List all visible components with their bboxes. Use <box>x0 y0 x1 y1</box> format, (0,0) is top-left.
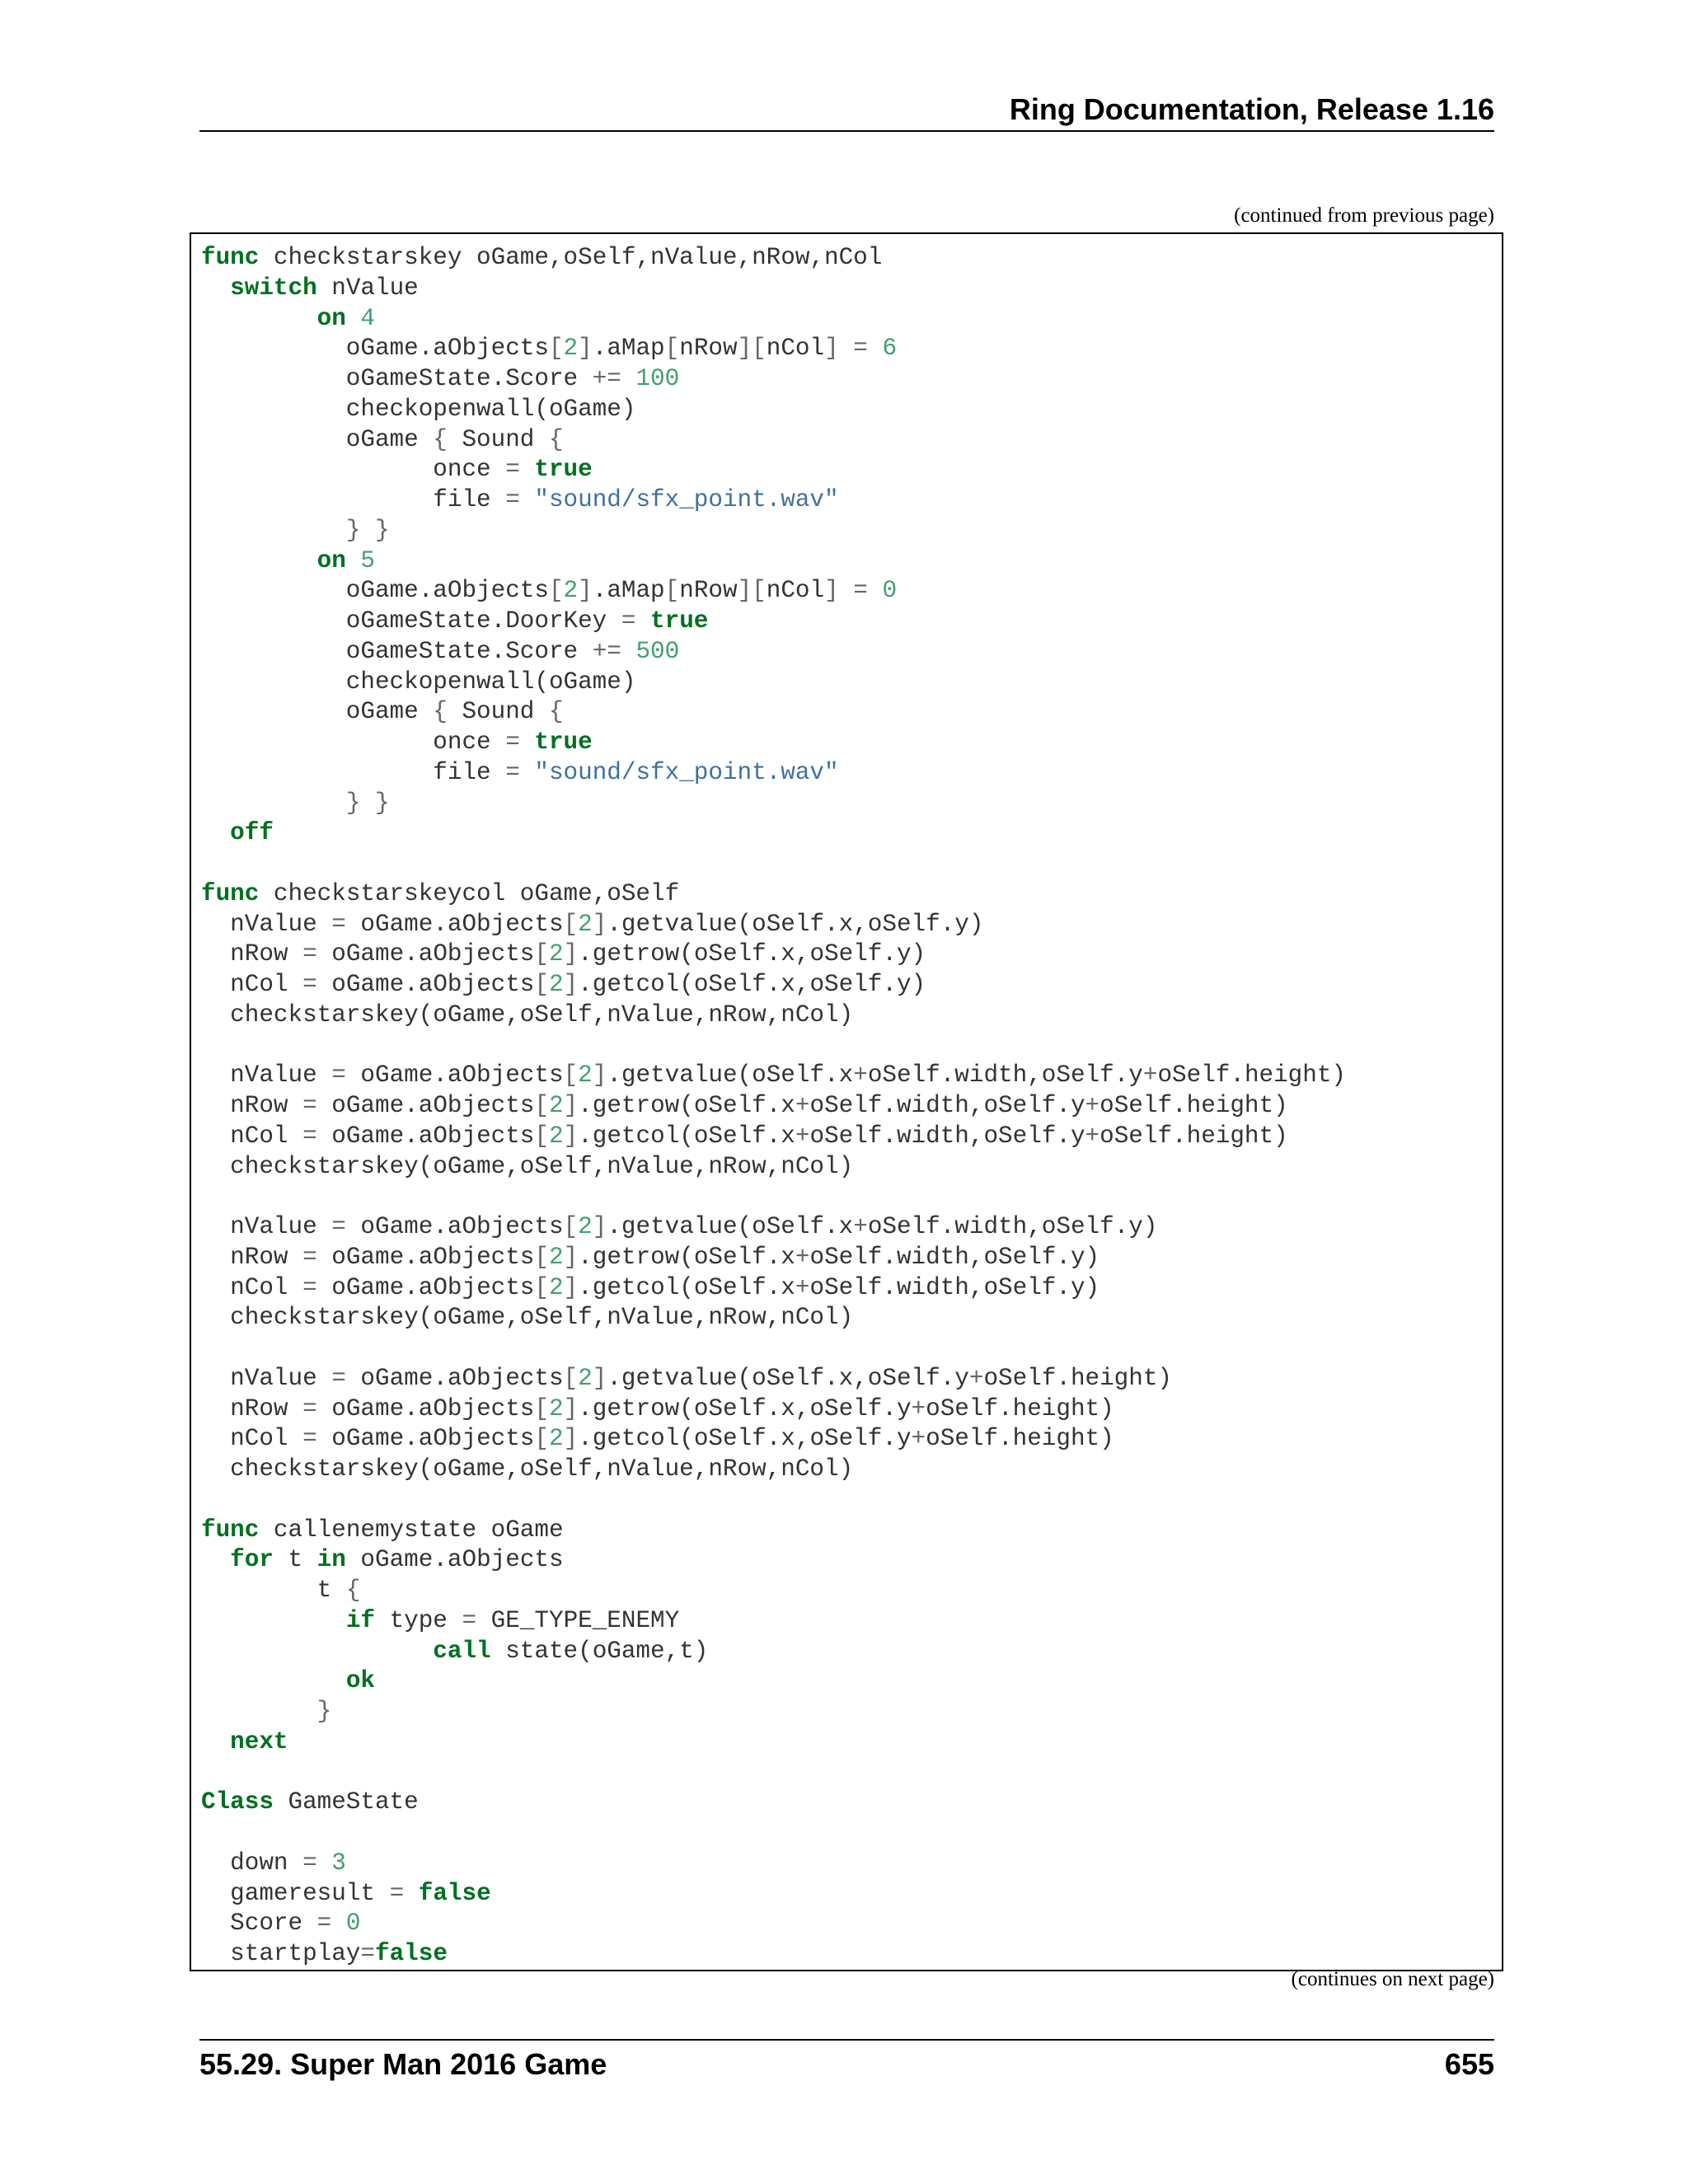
code-line <box>201 1333 1346 1364</box>
code-line: oGameState.Score += 100 <box>201 365 680 392</box>
code-line: oGameState.DoorKey = true <box>201 607 709 635</box>
code-line: for t in oGame.aObjects <box>230 1546 564 1574</box>
code-line <box>201 1031 1346 1062</box>
code-line: file = "sound/sfx_point.wav" <box>201 758 839 786</box>
code-line: down = 3 <box>201 1849 346 1877</box>
code-line: oGameState.Score += 500 <box>201 637 680 665</box>
code-line: Score = 0 <box>201 1910 361 1938</box>
continued-from-note: (continued from previous page) <box>1234 204 1494 227</box>
code-line: on 5 <box>316 546 376 574</box>
code-line <box>201 849 1346 879</box>
code-line <box>201 1758 1346 1788</box>
code-line: ok <box>345 1667 375 1695</box>
code-line: nRow = oGame.aObjects[2].getrow(oSelf.x+oSelf.width,oSelf.y) <box>201 1243 1100 1271</box>
code-line: Class GameState <box>201 1788 419 1816</box>
code-line: nCol = oGame.aObjects[2].getcol(oSelf.x+oSelf.width,oSelf.y+oSelf.height) <box>201 1122 1288 1150</box>
code-line: nRow = oGame.aObjects[2].getrow(oSelf.x+oSelf.width,oSelf.y+oSelf.height) <box>201 1092 1288 1119</box>
code-line: nCol = oGame.aObjects[2].getcol(oSelf.x,oSelf.y+oSelf.height) <box>201 1425 1114 1453</box>
code-line: nValue = oGame.aObjects[2].getvalue(oSelf.x,oSelf.y+oSelf.height) <box>201 1364 1173 1392</box>
code-line: nValue = oGame.aObjects[2].getvalue(oSelf.x,oSelf.y) <box>201 910 984 938</box>
header-rule <box>199 130 1494 132</box>
code-line: checkstarskey(oGame,oSelf,nValue,nRow,nCol) <box>201 1304 854 1332</box>
code-line: oGame { Sound { <box>201 425 564 453</box>
code-line: if type = GE_TYPE_ENEMY <box>345 1606 680 1634</box>
code-line: } } <box>345 789 390 817</box>
code-line: off <box>230 819 274 847</box>
code-line: checkstarskey(oGame,oSelf,nValue,nRow,nCol) <box>201 1152 854 1180</box>
code-line: call state(oGame,t) <box>433 1637 709 1665</box>
code-line: func checkstarskey oGame,oSelf,nValue,nRow,nCol <box>201 244 883 271</box>
code-line: nRow = oGame.aObjects[2].getrow(oSelf.x,oSelf.y+oSelf.height) <box>201 1394 1114 1422</box>
code-line: checkopenwall(oGame) <box>201 395 636 423</box>
code-line: nCol = oGame.aObjects[2].getcol(oSelf.x,oSelf.y) <box>201 971 926 998</box>
code-line: checkstarskey(oGame,oSelf,nValue,nRow,nCol) <box>201 1001 854 1029</box>
code-line: func callenemystate oGame <box>201 1516 564 1544</box>
code-line: t { <box>201 1577 361 1604</box>
code-line: } <box>316 1698 332 1725</box>
code-line: once = true <box>201 729 593 756</box>
code-line: oGame.aObjects[2].aMap[nRow][nCol] = 0 <box>201 577 898 605</box>
code-line: oGame.aObjects[2].aMap[nRow][nCol] = 6 <box>201 335 898 363</box>
code-line: oGame { Sound { <box>201 698 564 726</box>
code-line: func checkstarskeycol oGame,oSelf <box>201 879 680 907</box>
running-header-title: Ring Documentation, Release 1.16 <box>1009 92 1494 126</box>
footer-page-number: 655 <box>1444 2047 1494 2081</box>
code-line: nValue = oGame.aObjects[2].getvalue(oSelf.x+oSelf.width,oSelf.y) <box>201 1213 1158 1240</box>
code-line: startplay=false <box>201 1940 448 1967</box>
continues-on-note: (continues on next page) <box>1291 1968 1494 1990</box>
code-line: nValue = oGame.aObjects[2].getvalue(oSelf.x+oSelf.width,oSelf.y+oSelf.height) <box>201 1062 1347 1090</box>
code-line: gameresult = false <box>201 1879 491 1907</box>
code-line: on 4 <box>316 304 376 332</box>
code-line: file = "sound/sfx_point.wav" <box>201 486 839 513</box>
code-line: once = true <box>201 456 593 484</box>
code-line: switch nValue <box>230 274 419 302</box>
code-line: checkopenwall(oGame) <box>201 668 636 696</box>
code-line: nRow = oGame.aObjects[2].getrow(oSelf.x,oSelf.y) <box>201 940 926 968</box>
footer-rule <box>199 2039 1494 2041</box>
code-line: nCol = oGame.aObjects[2].getcol(oSelf.x+oSelf.width,oSelf.y) <box>201 1273 1100 1301</box>
code-line: checkstarskey(oGame,oSelf,nValue,nRow,nCol) <box>201 1455 854 1483</box>
footer-section-title: 55.29. Super Man 2016 Game <box>199 2047 607 2081</box>
code-line: } } <box>345 516 390 544</box>
code-block <box>190 232 1503 1971</box>
code-line <box>201 1485 1346 1516</box>
code-line: next <box>230 1727 288 1755</box>
code-line <box>201 1182 1346 1212</box>
code-listing <box>201 243 1346 1970</box>
code-line <box>201 1818 1346 1849</box>
